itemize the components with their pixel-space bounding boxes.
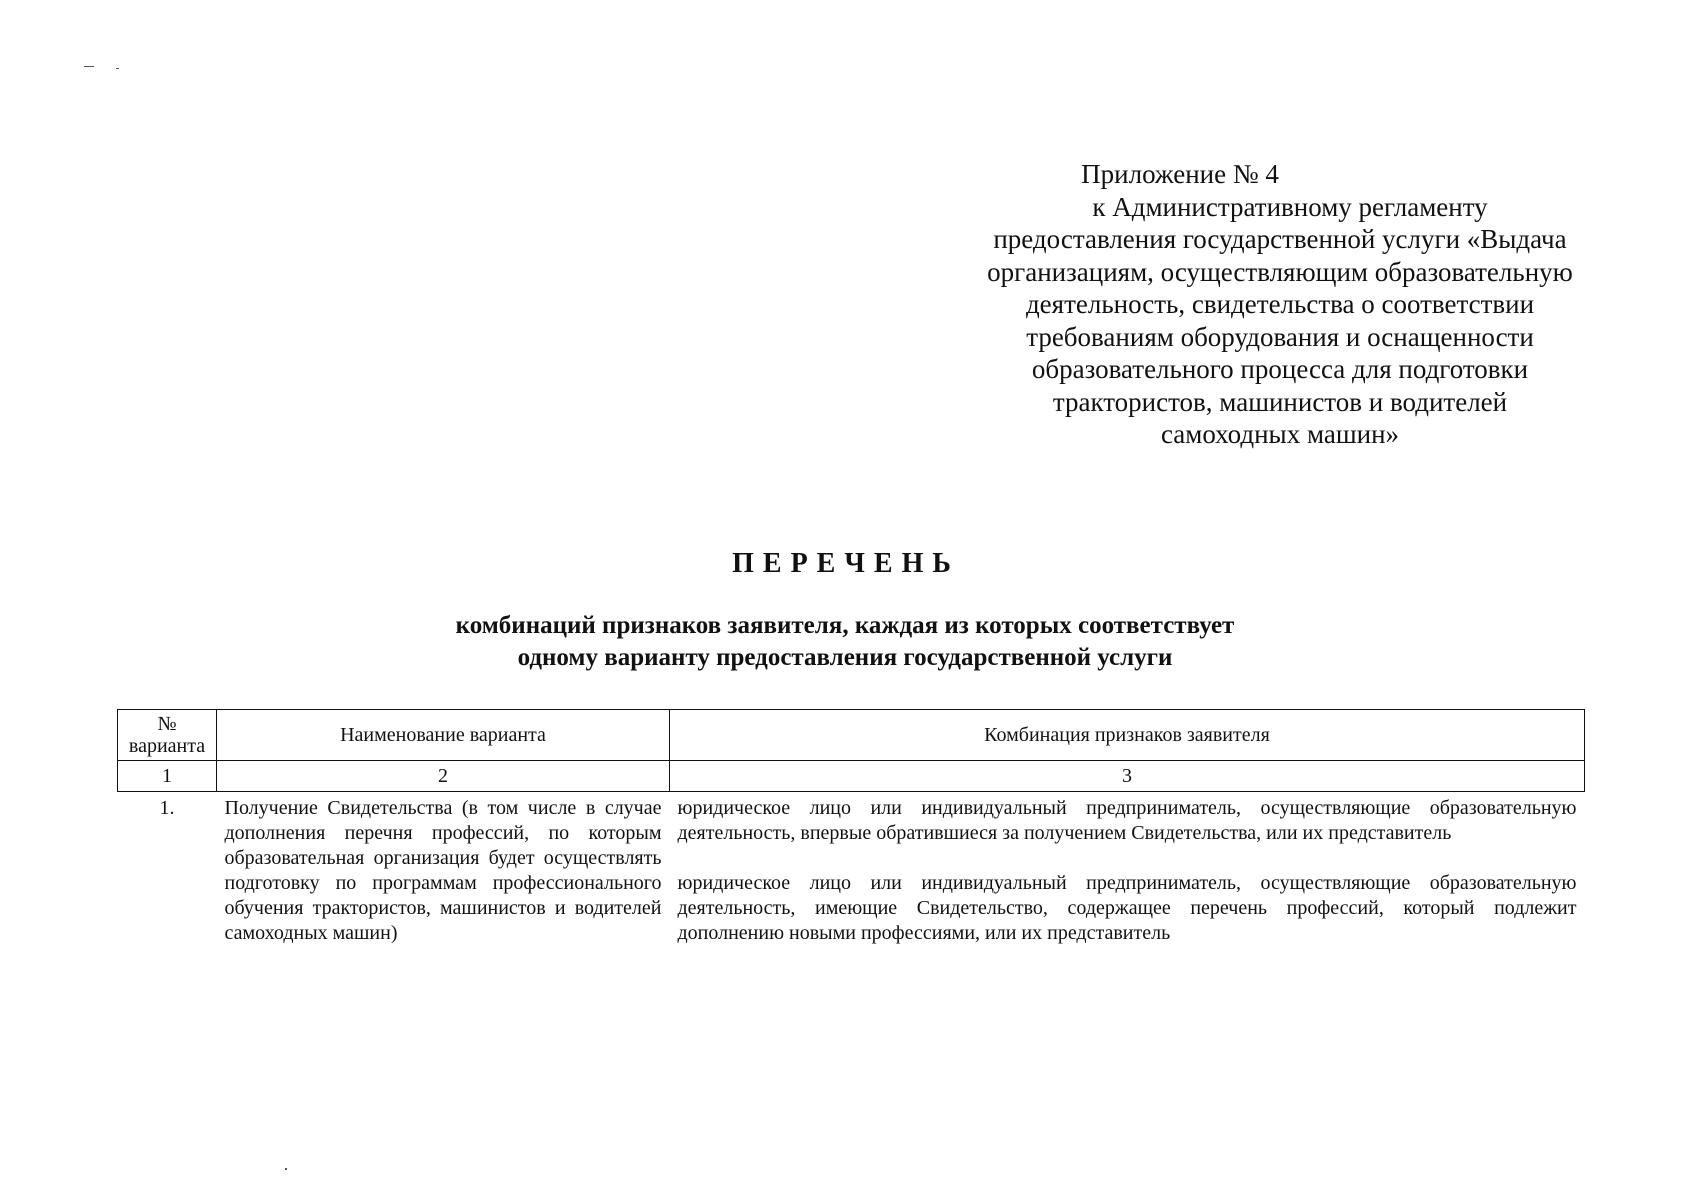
document-subtitle bbox=[300, 610, 1390, 674]
subtitle-line: комбинаций признаков заявителя, каждая из которых соответствует bbox=[455, 612, 1235, 639]
header-variant-word: варианта bbox=[128, 735, 206, 757]
scan-speck bbox=[116, 68, 119, 69]
column-number: 2 bbox=[217, 761, 670, 792]
appendix-line: требованиям оборудования и оснащенности bbox=[1026, 321, 1534, 352]
table-row bbox=[118, 792, 1585, 947]
row-variant-number: 1. bbox=[159, 797, 175, 819]
appendix-line: Приложение № 4 bbox=[1081, 159, 1279, 189]
appendix-header bbox=[960, 158, 1600, 451]
column-number: 1 bbox=[118, 761, 217, 792]
appendix-line: организациям, осуществляющим образовательную bbox=[987, 256, 1573, 287]
column-number-row bbox=[118, 761, 1585, 792]
row-applicant-features bbox=[670, 792, 1585, 947]
appendix-line: предоставления государственной услуги «Выдача bbox=[993, 224, 1567, 254]
appendix-line: деятельность, свидетельства о соответствии bbox=[1025, 289, 1535, 319]
scan-speck bbox=[84, 66, 94, 67]
appendix-line: к Административному регламенту bbox=[1092, 191, 1488, 222]
table-header-row bbox=[118, 710, 1585, 761]
appendix-line: самоходных машин» bbox=[1160, 419, 1400, 449]
header-variant-name: Наименование варианта bbox=[217, 710, 670, 761]
header-number-sign: № bbox=[157, 713, 177, 735]
applicant-feature: юридическое лицо или индивидуальный предприниматель, осуществляющие образовательную деятельность, имеющие Свидетельство, содержащее перечень профессий, который подлежит дополнению новыми профессиями, или их представитель bbox=[677, 872, 1577, 944]
appendix-line: образовательного процесса для подготовки bbox=[1031, 354, 1529, 384]
variants-table bbox=[117, 709, 1585, 946]
row-variant-name: Получение Свидетельства (в том числе в случае дополнения перечня профессий, по которым образовательная организация будет осуществлять подготовку по программам профессионального обучения трактористов, машинистов и водителей самоходных машин) bbox=[224, 797, 662, 944]
header-variant-number bbox=[118, 710, 217, 761]
scan-speck bbox=[285, 1168, 287, 1170]
applicant-feature: юридическое лицо или индивидуальный предприниматель, осуществляющие образовательную деятельность, впервые обратившиеся за получением Свидетельства, или их представитель bbox=[677, 797, 1577, 844]
column-number: 3 bbox=[670, 761, 1585, 792]
header-applicant-features: Комбинация признаков заявителя bbox=[670, 710, 1585, 761]
subtitle-line: одному варианту предоставления государственной услуги bbox=[517, 644, 1173, 671]
document-title: ПЕРЕЧЕНЬ bbox=[732, 548, 960, 579]
appendix-line: трактористов, машинистов и водителей bbox=[1052, 386, 1508, 417]
